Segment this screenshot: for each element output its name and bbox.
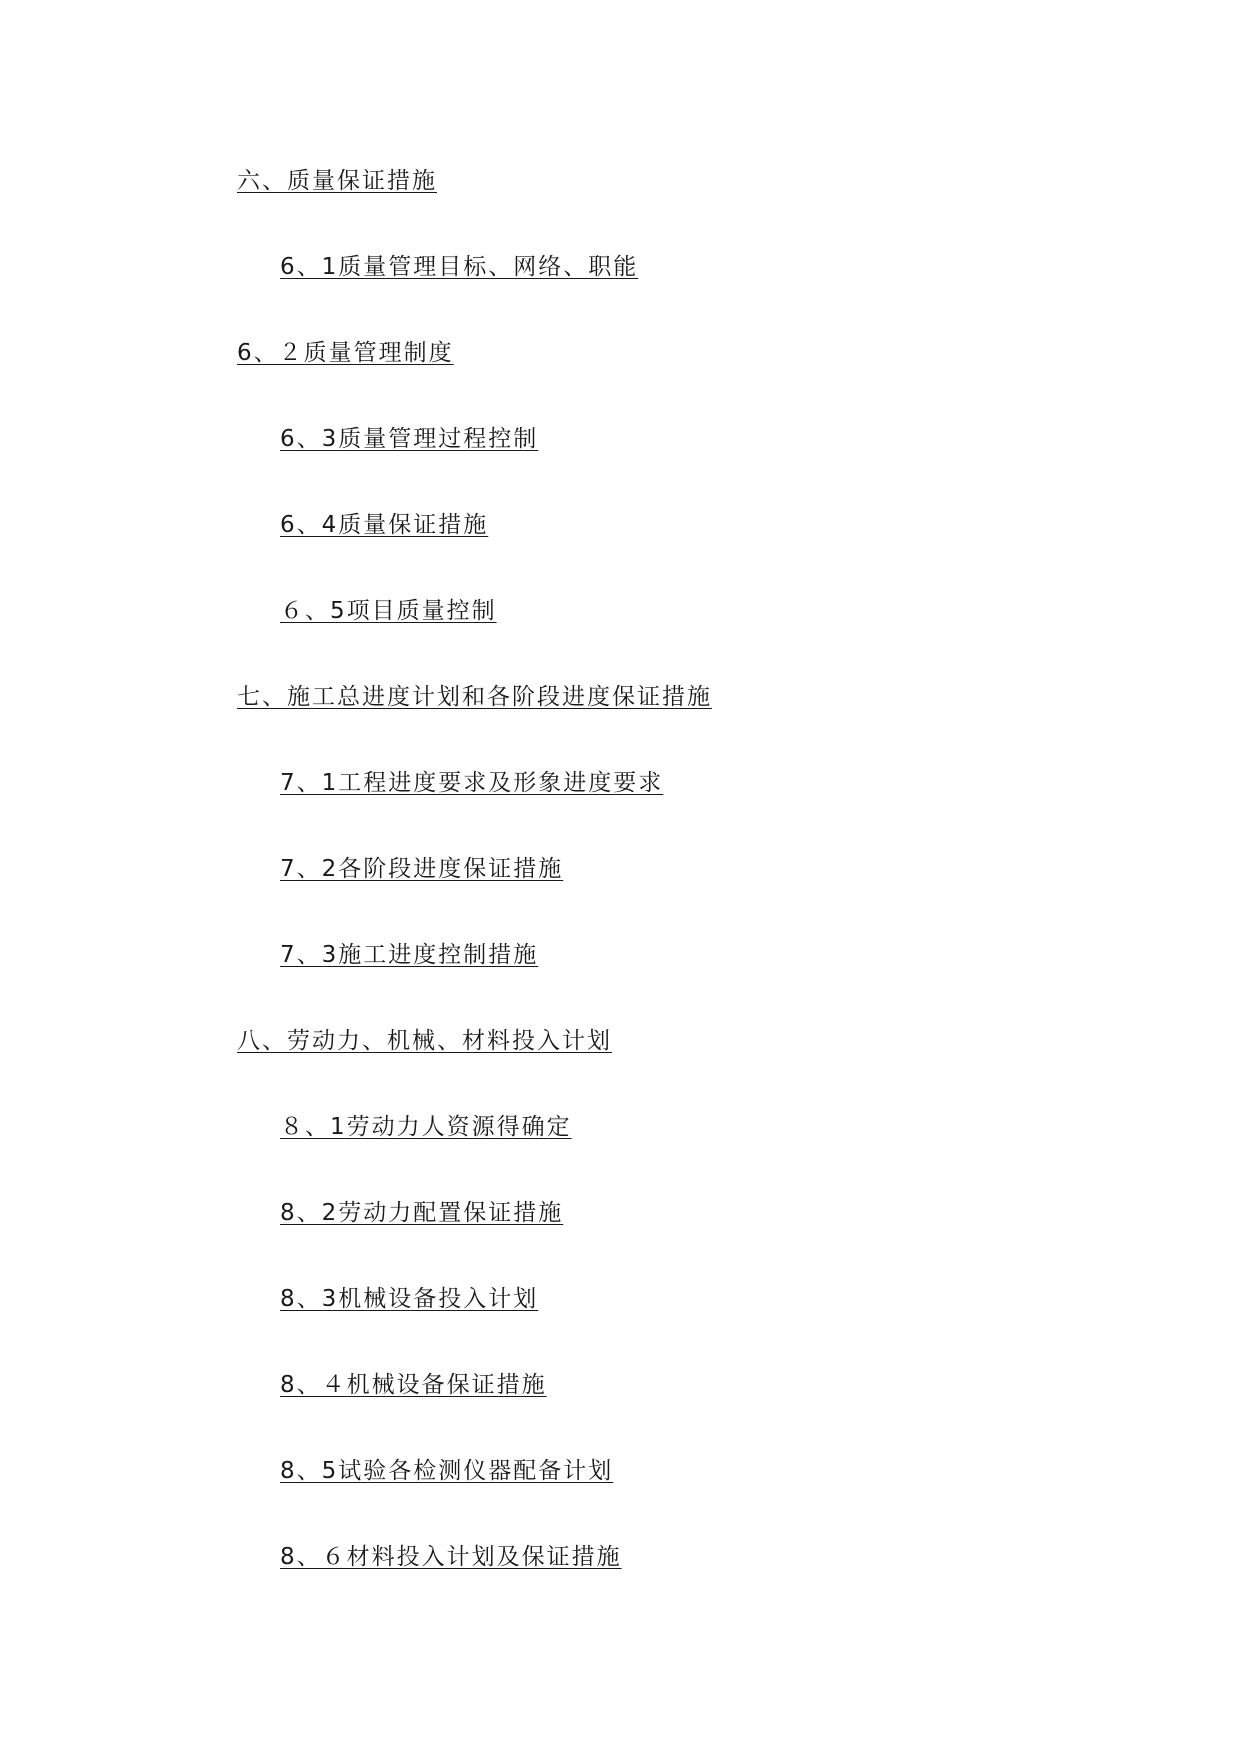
toc-entry-8-1[interactable]: ８、1劳动力人资源得确定 bbox=[280, 1114, 572, 1140]
toc-entry-8-2[interactable]: 8、2劳动力配置保证措施 bbox=[280, 1200, 564, 1226]
toc-entry-section-6[interactable]: 六、质量保证措施 bbox=[237, 168, 437, 194]
toc-entry-6-3[interactable]: 6、3质量管理过程控制 bbox=[280, 426, 539, 452]
toc-entry-6-5[interactable]: ６、5项目质量控制 bbox=[280, 598, 497, 624]
toc-entry-section-8[interactable]: 八、劳动力、机械、材料投入计划 bbox=[237, 1028, 612, 1054]
toc-entry-7-3[interactable]: 7、3施工进度控制措施 bbox=[280, 942, 539, 968]
toc-entry-6-2[interactable]: 6、２质量管理制度 bbox=[237, 340, 454, 366]
toc-entry-8-4[interactable]: 8、４机械设备保证措施 bbox=[280, 1372, 547, 1398]
toc-entry-6-4[interactable]: 6、4质量保证措施 bbox=[280, 512, 489, 538]
toc-entry-8-6[interactable]: 8、６材料投入计划及保证措施 bbox=[280, 1544, 622, 1570]
toc-entry-8-3[interactable]: 8、3机械设备投入计划 bbox=[280, 1286, 539, 1312]
toc-entry-8-5[interactable]: 8、5试验各检测仪器配备计划 bbox=[280, 1458, 614, 1484]
toc-entry-6-1[interactable]: 6、1质量管理目标、网络、职能 bbox=[280, 254, 639, 280]
toc-entry-7-1[interactable]: 7、1工程进度要求及形象进度要求 bbox=[280, 770, 664, 796]
toc-entry-section-7[interactable]: 七、施工总进度计划和各阶段进度保证措施 bbox=[237, 684, 712, 710]
toc-entry-7-2[interactable]: 7、2各阶段进度保证措施 bbox=[280, 856, 564, 882]
